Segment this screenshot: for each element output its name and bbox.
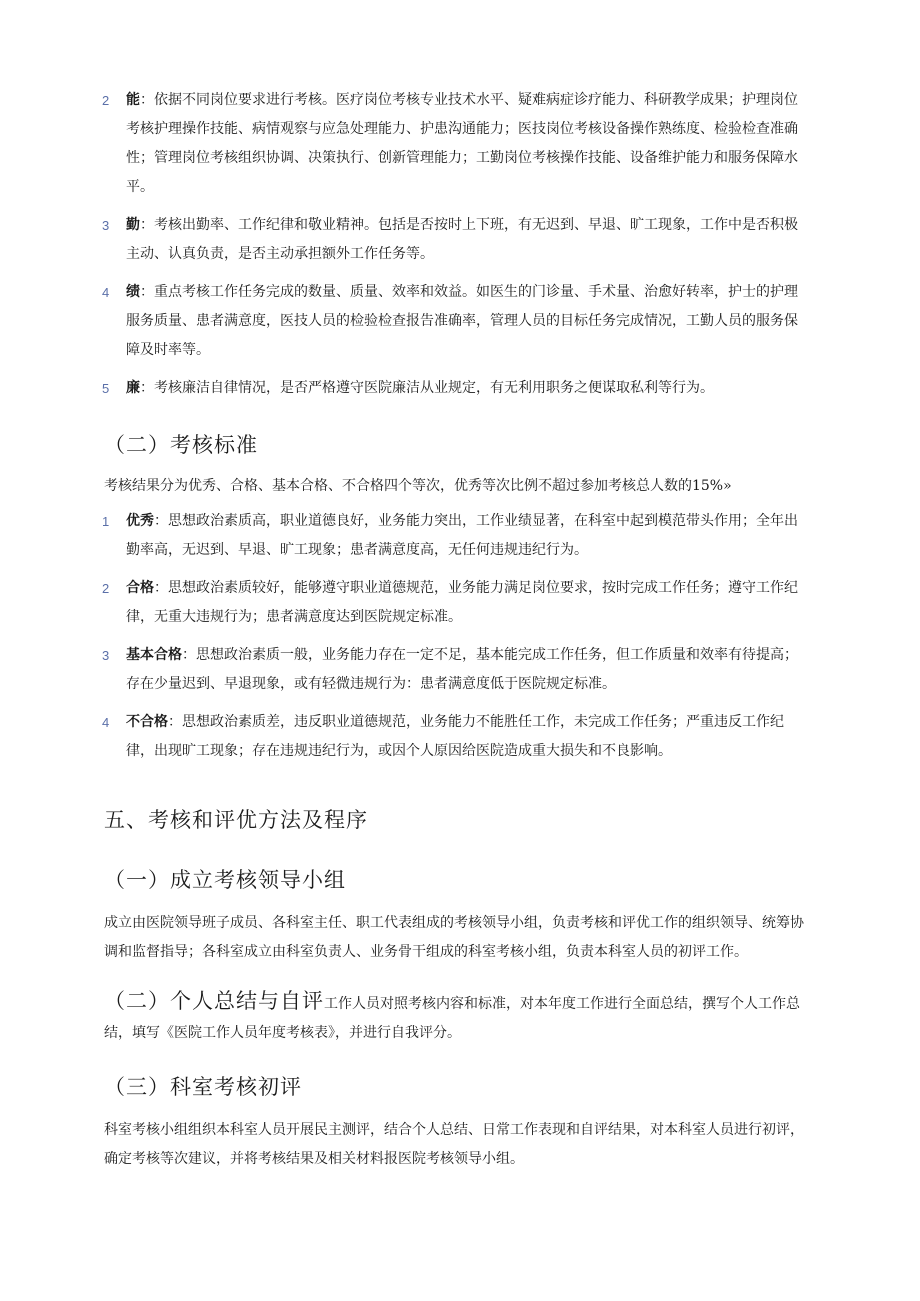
list-text: ：思想政治素质差，违反职业道德规范，业务能力不能胜任工作，未完成工作任务；严重违反工作纪律，出现旷工现象；存在违规违纪行为，或因个人原因给医院造成重大损失和不良影响。 (126, 714, 784, 759)
list-term: 优秀 (126, 513, 154, 529)
standards-heading: （二）考核标准 (104, 433, 258, 457)
standards-intro: 考核结果分为优秀、合格、基本合格、不合格四个等次，优秀等次比例不超过参加考核总人数的15%» (104, 478, 732, 494)
list-number: 2 (102, 581, 110, 596)
list-number: 4 (102, 285, 110, 300)
section-five-heading: 五、考核和评优方法及程序 (104, 808, 368, 832)
sub2-paragraph (104, 987, 804, 1048)
list-item (104, 211, 804, 269)
sub2-heading: （二）个人总结与自评 (104, 989, 324, 1013)
list-term: 廉 (126, 380, 140, 396)
list-item (104, 641, 804, 699)
sub1-text: 成立由医院领导班子成员、各科室主任、职工代表组成的考核领导小组，负责考核和评优工作的组织领导、统筹协调和监督指导；各科室成立由科室负责人、业务骨干组成的科室考核小组，负责本科室人员的初评工作。 (104, 915, 804, 960)
list-number: 3 (102, 218, 110, 233)
list-number: 3 (102, 648, 110, 663)
sub2-text: 工作人员对照考核内容和标准，对本年度工作进行全面总结，撰写个人工作总结，填写《医院工作人员年度考核表》，并进行自我评分。 (104, 996, 800, 1041)
list-text: ：考核出勤率、工作纪律和敬业精神。包括是否按时上下班，有无迟到、早退、旷工现象，工作中是否积极主动、认真负责，是否主动承担额外工作任务等。 (126, 217, 798, 262)
sub3-text: 科室考核小组组织本科室人员开展民主测评，结合个人总结、日常工作表现和自评结果，对本科室人员进行初评，确定考核等次建议，并将考核结果及相关材料报医院考核领导小组。 (104, 1122, 804, 1167)
list-text: ：思想政治素质较好，能够遵守职业道德规范，业务能力满足岗位要求，按时完成工作任务；遵守工作纪律，无重大违规行为；患者满意度达到医院规定标准。 (126, 580, 798, 625)
list-number: 4 (102, 715, 110, 730)
list-text: ：依据不同岗位要求进行考核。医疗岗位考核专业技术水平、疑难病症诊疗能力、科研教学成果；护理岗位考核护理操作技能、病情观察与应急处理能力、护患沟通能力；医技岗位考核设备操作熟练度、检验检查准确性；管理岗位考核组织协调、决策执行、创新管理能力；工勤岗位考核操作技能、设备维护能力和服务保障水平。 (126, 92, 798, 195)
sub3-heading: （三）科室考核初评 (104, 1075, 302, 1099)
list-item (104, 507, 804, 565)
list-item (104, 86, 804, 202)
document-page (104, 86, 804, 1174)
list-item (104, 278, 804, 365)
assessment-content-list (104, 86, 804, 403)
list-number: 2 (102, 93, 110, 108)
list-term: 绩 (126, 284, 140, 300)
list-text: ：考核廉洁自律情况，是否严格遵守医院廉洁从业规定，有无利用职务之便谋取私利等行为。 (140, 380, 714, 396)
list-number: 5 (102, 381, 110, 396)
standards-list (104, 507, 804, 766)
list-text: ：思想政治素质高，职业道德良好，业务能力突出，工作业绩显著，在科室中起到模范带头作用；全年出勤率高，无迟到、早退、旷工现象；患者满意度高，无任何违规违纪行为。 (126, 513, 798, 558)
list-item (104, 574, 804, 632)
list-term: 能 (126, 92, 140, 108)
list-term: 合格 (126, 580, 154, 596)
list-term: 不合格 (126, 714, 168, 730)
list-text: ：思想政治素质一般，业务能力存在一定不足，基本能完成工作任务，但工作质量和效率有待提高；存在少量迟到、早退现象，或有轻微违规行为：患者满意度低于医院规定标准。 (126, 647, 798, 692)
list-item (104, 708, 804, 766)
list-item (104, 374, 804, 403)
list-number: 1 (102, 514, 110, 529)
list-term: 勤 (126, 217, 140, 233)
sub1-heading: （一）成立考核领导小组 (104, 868, 346, 892)
list-text: ：重点考核工作任务完成的数量、质量、效率和效益。如医生的门诊量、手术量、治愈好转率，护士的护理服务质量、患者满意度，医技人员的检验检查报告准确率，管理人员的目标任务完成情况，工勤人员的服务保障及时率等。 (126, 284, 798, 358)
list-term: 基本合格 (126, 647, 182, 663)
